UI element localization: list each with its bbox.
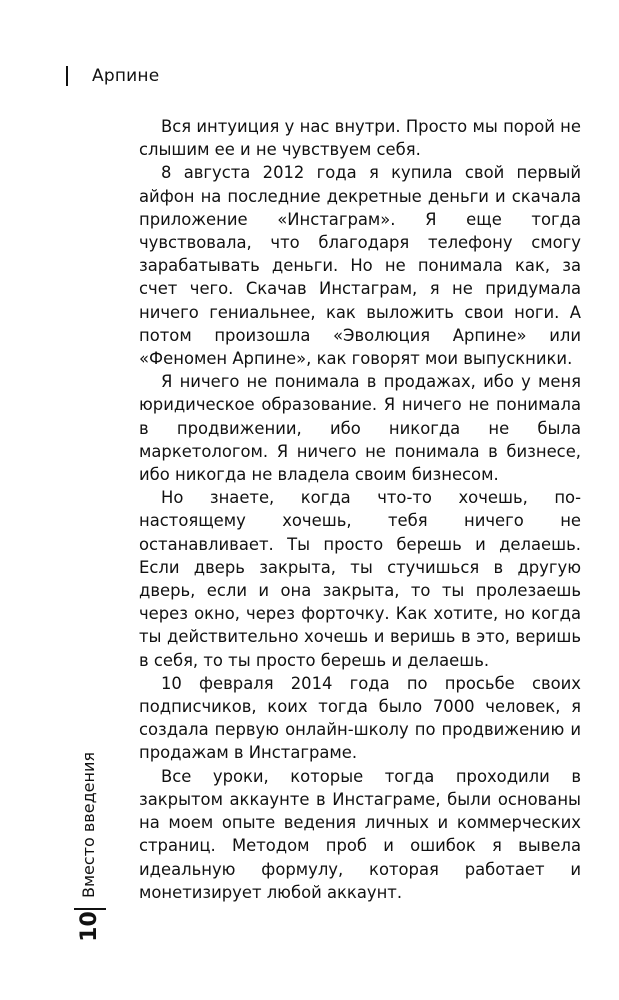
- paragraph-3: Я ничего не понимала в продажах, ибо у меня юридическое образование. Я ничего не понимала в продвижении, ибо никогда не была маркетологом. Я ничего не понимала в бизнесе, ибо никогда не владела своим бизнесом.: [139, 372, 581, 485]
- paragraph-6: Все уроки, которые тогда проходили в закрытом аккаунте в Инстаграме, были основаны на моем опыте ведения личных и коммерческих страниц. Методом проб и ошибок я вывела идеальную формулу, которая работает и монетизирует любой аккаунт.: [139, 766, 581, 902]
- page-number-text: 10: [76, 911, 102, 942]
- paragraph-1: Вся интуиция у нас внутри. Просто мы порой не слышим ее и не чувствуем себя.: [139, 117, 581, 160]
- side-divider: [74, 908, 106, 910]
- paragraph-5: 10 февраля 2014 года по просьбе своих подписчиков, коих тогда было 7000 человек, я создала первую онлайн-школу по продвижению и продажам в Инстаграме.: [139, 673, 581, 763]
- paragraph-4: Но знаете, когда что-то хочешь, по-настоящему хочешь, тебя ничего не останавливает. Ты просто берешь и делаешь. Если дверь закрыта, ты стучишься в другую дверь, если и она закрыта, то ты пролезаешь через окно, через форточку. Как хотите, но когда ты действительно хочешь и веришь в это, веришь в себя, то ты просто берешь и делаешь.: [139, 488, 581, 670]
- section-title: Вместо введения: [79, 752, 98, 898]
- header-divider: [66, 66, 68, 86]
- running-head: [66, 64, 159, 88]
- author-name: Арпине: [92, 66, 160, 86]
- body-text: [139, 115, 581, 904]
- page-number: [74, 911, 114, 942]
- paragraph-2: 8 августа 2012 года я купила свой первый айфон на последние декретные деньги и скачала приложение «Инстаграм». Я еще тогда чувствовала, что благодаря телефону смогу зарабатывать деньги. Но не понимала как, за счет чего. Скачав Инстаграм, я не придумала ничего гениальнее, как выложить свои ноги. А потом произошла «Эволюция Арпине» или «Феномен Арпине», как говорят мои выпускники.: [139, 163, 581, 369]
